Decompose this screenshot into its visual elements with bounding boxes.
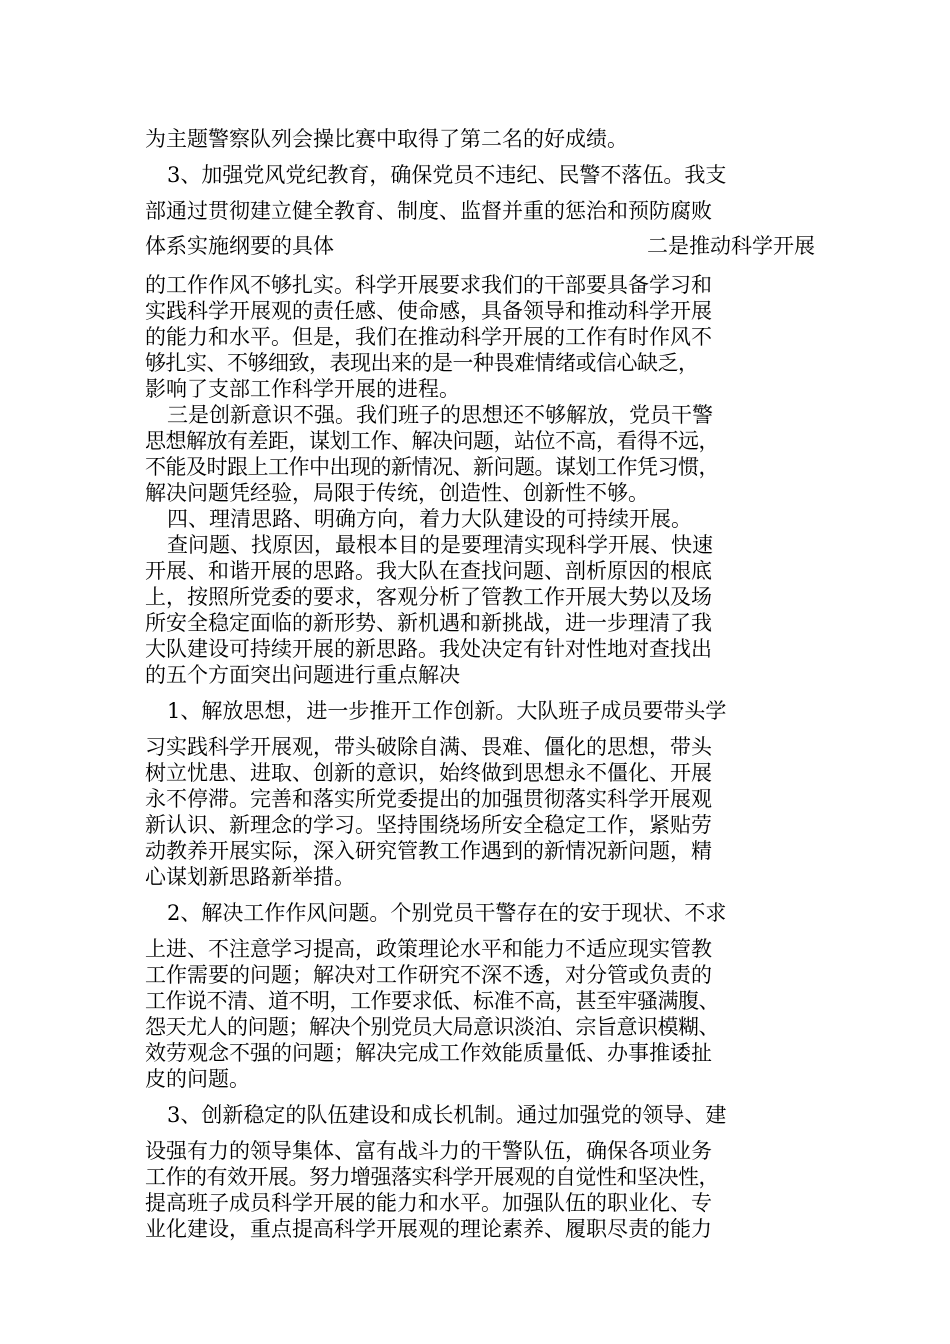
text-line (145, 233, 815, 259)
text-line: 效劳观念不强的问题；解决完成工作效能质量低、办事推诿扯 (145, 1041, 712, 1065)
text-line: 3、加强党风党纪教育，确保党员不违纪、民警不落伍。我支 (167, 163, 727, 187)
text-line: 解决问题凭经验，局限于传统，创造性、创新性不够。 (145, 481, 649, 505)
text-line: 工作的有效开展。努力增强落实科学开展观的自觉性和坚决性， (145, 1165, 719, 1189)
text-line: 工作说不清、道不明，工作要求低、标准不高，甚至牢骚满腹、 (145, 989, 719, 1013)
text-line: 2、解决工作作风问题。个别党员干警存在的安于现状、不求 (167, 901, 727, 925)
text-line: 影响了支部工作科学开展的进程。 (145, 377, 460, 401)
text-line: 的五个方面突出问题进行重点解决 (145, 663, 460, 687)
text-line: 为主题警察队列会操比赛中取得了第二名的好成绩。 (145, 127, 628, 151)
text-line: 开展、和谐开展的思路。我大队在查找问题、剖析原因的根底 (145, 559, 712, 583)
text-line: 上，按照所党委的要求，客观分析了管教工作开展大势以及场 (145, 585, 712, 609)
text-line: 查问题、找原因，最根本目的是要理清实现科学开展、快速 (167, 533, 713, 557)
text-line: 动教养开展实际，深入研究管教工作遇到的新情况新问题，精 (145, 839, 712, 863)
text-fragment: 体系实施纲要的具体 (145, 234, 334, 258)
text-line: 1、解放思想，进一步推开工作创新。大队班子成员要带头学 (167, 699, 727, 723)
text-line: 的工作作风不够扎实。科学开展要求我们的干部要具备学习和 (145, 273, 712, 297)
text-line: 够扎实、不够细致，表现出来的是一种畏难情绪或信心缺乏， (145, 351, 699, 375)
text-line: 业化建设，重点提高科学开展观的理论素养、履职尽责的能力 (145, 1217, 712, 1241)
text-line: 三是创新意识不强。我们班子的思想还不够解放，党员干警 (167, 403, 713, 427)
text-line: 习实践科学开展观，带头破除自满、畏难、僵化的思想，带头 (145, 735, 712, 759)
text-line: 不能及时跟上工作中出现的新情况、新问题。谋划工作凭习惯， (145, 455, 719, 479)
text-line: 永不停滞。完善和落实所党委提出的加强贯彻落实科学开展观 (145, 787, 712, 811)
text-line: 的能力和水平。但是，我们在推动科学开展的工作有时作风不 (145, 325, 712, 349)
text-line: 设强有力的领导集体、富有战斗力的干警队伍，确保各项业务 (145, 1139, 712, 1163)
text-line: 思想解放有差距，谋划工作、解决问题，站位不高，看得不远， (145, 429, 719, 453)
text-line: 工作需要的问题；解决对工作研究不深不透，对分管或负责的 (145, 963, 712, 987)
text-line: 提高班子成员科学开展的能力和水平。加强队伍的职业化、专 (145, 1191, 712, 1215)
text-line: 树立忧患、进取、创新的意识，始终做到思想永不僵化、开展 (145, 761, 712, 785)
text-line: 皮的问题。 (145, 1067, 250, 1091)
text-line: 怨天尤人的问题；解决个别党员大局意识淡泊、宗旨意识模糊、 (145, 1015, 719, 1039)
text-line: 大队建设可持续开展的新思路。我处决定有针对性地对查找出 (145, 637, 712, 661)
text-line: 新认识、新理念的学习。坚持围绕场所安全稳定工作，紧贴劳 (145, 813, 712, 837)
text-line: 实践科学开展观的责任感、使命感，具备领导和推动科学开展 (145, 299, 712, 323)
text-line: 所安全稳定面临的新形势、新机遇和新挑战，进一步理清了我 (145, 611, 712, 635)
text-line: 3、创新稳定的队伍建设和成长机制。通过加强党的领导、建 (167, 1103, 727, 1127)
text-fragment: 二是推动科学开展 (647, 234, 815, 258)
section-heading: 四、理清思路、明确方向，着力大队建设的可持续开展。 (167, 507, 692, 531)
text-line: 心谋划新思路新举措。 (145, 865, 355, 889)
text-line: 上进、不注意学习提高，政策理论水平和能力不适应现实管教 (145, 937, 712, 961)
text-line: 部通过贯彻建立健全教育、制度、监督并重的惩治和预防腐败 (145, 199, 712, 223)
